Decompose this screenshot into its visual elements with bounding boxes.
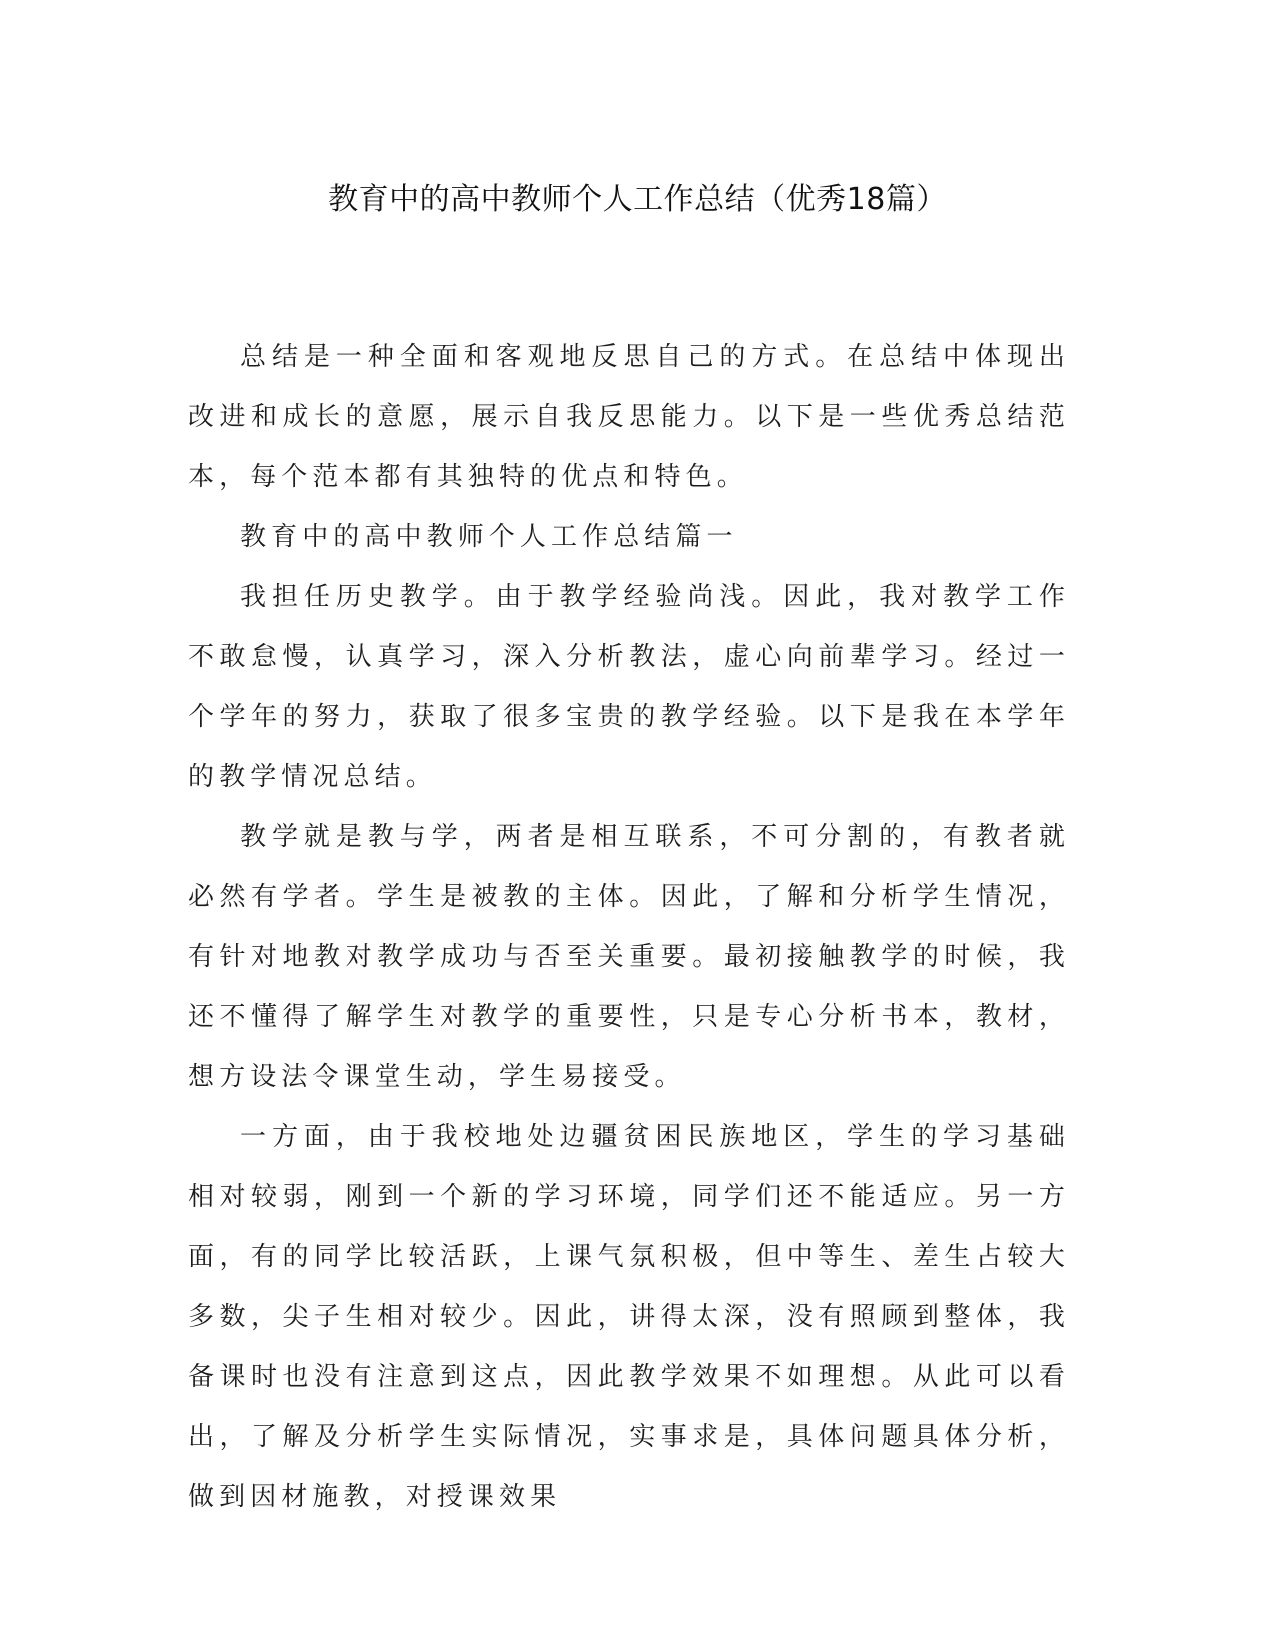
section-heading: 教育中的高中教师个人工作总结篇一 bbox=[240, 522, 738, 552]
intro-paragraph: 总结是一种全面和客观地反思自己的方式。在总结中体现出改进和成长的意愿，展示自我反思能力。以下是一些优秀总结范本，每个范本都有其独特的优点和特色。 bbox=[188, 342, 1070, 492]
body-paragraph: 教学就是教与学，两者是相互联系，不可分割的，有教者就必然有学者。学生是被教的主体。因此，了解和分析学生情况，有针对地教对教学成功与否至关重要。最初接触教学的时候，我还不懂得了解学生对教学的重要性，只是专心分析书本，教材，想方设法令课堂生动，学生易接受。 bbox=[188, 822, 1070, 1092]
document-title: 教育中的高中教师个人工作总结（优秀18篇） bbox=[328, 182, 947, 217]
document-body bbox=[188, 327, 1070, 1527]
body-paragraph: 我担任历史教学。由于教学经验尚浅。因此，我对教学工作不敢怠慢，认真学习，深入分析教法，虚心向前辈学习。经过一个学年的努力，获取了很多宝贵的教学经验。以下是我在本学年的教学情况总结。 bbox=[188, 582, 1070, 792]
body-paragraph: 一方面，由于我校地处边疆贫困民族地区，学生的学习基础相对较弱，刚到一个新的学习环境，同学们还不能适应。另一方面，有的同学比较活跃，上课气氛积极，但中等生、差生占较大多数，尖子生相对较少。因此，讲得太深，没有照顾到整体，我备课时也没有注意到这点，因此教学效果不如理想。从此可以看出，了解及分析学生实际情况，实事求是，具体问题具体分析，做到因材施教，对授课效果 bbox=[188, 1122, 1070, 1512]
